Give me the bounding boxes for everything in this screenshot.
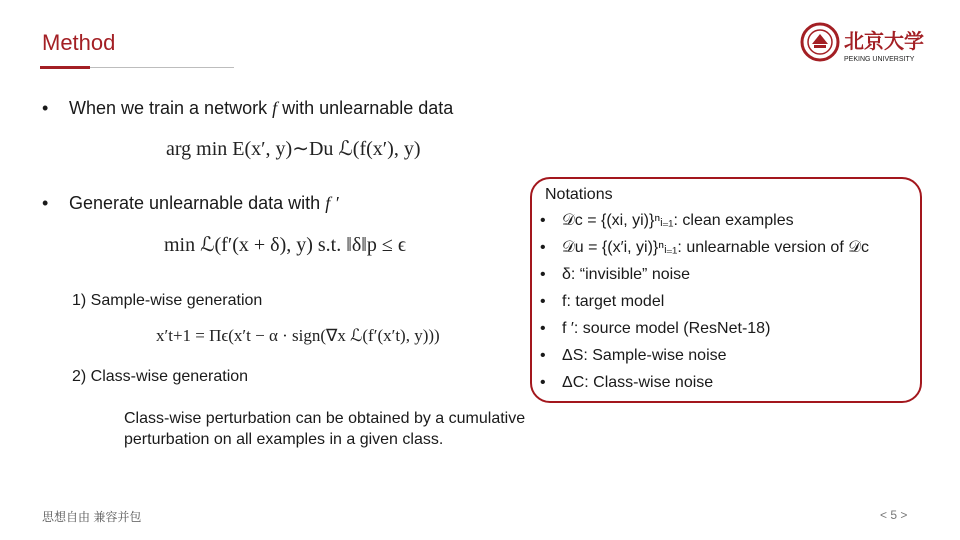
bullet-dot: • <box>42 193 49 213</box>
bullet-symbol: f ′ <box>325 193 339 213</box>
equation-generate-objective: min ℒ(f′(x + δ), y) s.t. ‖δ‖p ≤ ϵ <box>164 234 406 256</box>
notations-title: Notations <box>545 186 613 203</box>
page-number: < 5 > <box>880 508 908 522</box>
equation-pgd-update: x′t+1 = Πϵ(x′t − α · sign(∇x ℒ(f′(x′t), y))) <box>156 326 440 345</box>
logo-cn-text: 北京大学 <box>844 29 924 53</box>
item-sample-wise: 1) Sample-wise generation <box>72 292 263 309</box>
equation-train-objective: arg min E(x′, y)∼Du ℒ(f(x′), y) <box>166 138 421 160</box>
bullet-tail: with unlearnable data <box>282 98 454 118</box>
university-logo <box>800 20 924 64</box>
bullet-text: When we train a network <box>69 98 268 118</box>
title-underline-accent <box>40 66 90 69</box>
bullet-dot: • <box>42 98 49 118</box>
class-wise-description: Class-wise perturbation can be obtained by a cumulative perturbation on all examples in a given class. <box>124 410 526 448</box>
notations-box <box>530 177 922 403</box>
pku-seal-icon <box>800 20 924 64</box>
slide-title: Method <box>42 30 116 55</box>
logo-en-text: PEKING UNIVERSITY <box>844 56 915 63</box>
item-class-wise: 2) Class-wise generation <box>72 368 249 385</box>
footer-motto: 思想自由 兼容并包 <box>42 510 142 524</box>
bullet-symbol: f <box>272 98 278 118</box>
bullet-text: Generate unlearnable data with <box>69 193 321 213</box>
title-underline <box>90 67 234 68</box>
